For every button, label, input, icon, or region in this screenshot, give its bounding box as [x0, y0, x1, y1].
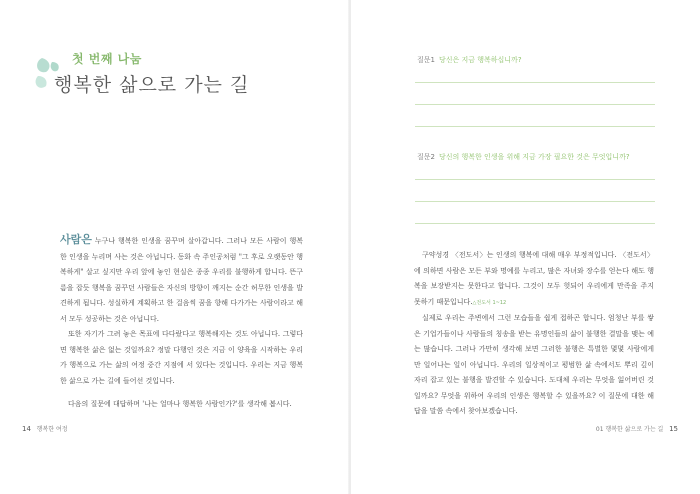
- left-footer: [22, 424, 68, 433]
- answer-line[interactable]: [415, 126, 655, 127]
- page-number-left: 14: [22, 425, 31, 433]
- left-running-title: 행복한 여정: [36, 426, 68, 433]
- right-running-title: 01 행복한 삶으로 가는 길: [595, 426, 664, 433]
- right-paragraph-2: 실제로 우리는 주변에서 그런 모습들을 쉽게 접하곤 합니다. 엄청난 부를 쌓은 기업가들이나 사람들의 칭송을 받는 유명인들의 삶이 불행한 결말을 맺는 예는 많습니다. 그러나 가만히 생각해 보면 그러한 불행은 특별한 몇몇 사람에게만 일어나는 일이 아닙니다. 우리의 일상적이고 평범한 삶 속에서도 뿌리 깊이 자리 잡고 있는 불행을 발견할 수 있습니다. 도대체 우리는 무엇을 잃어버린 것일까요? 무엇을 위하여 우리의 인생은 행복할 수 있을까요? 이 질문에 대한 해답을 말씀 속에서 찾아보겠습니다.: [414, 314, 654, 415]
- left-paragraph-3: 다음의 질문에 대답하며 '나는 얼마나 행복한 사람인가?'를 생각해 봅시다.: [68, 400, 292, 408]
- right-footer: [596, 424, 678, 433]
- question-2-label: 질문2: [417, 153, 435, 161]
- question-1-label: 질문1: [417, 56, 435, 64]
- question-1-text: 당신은 지금 행복하십니까?: [438, 56, 522, 64]
- left-paragraph-1-text: 누구나 행복한 인생을 꿈꾸며 살아갑니다. 그러나 모든 사람이 행복한 인생을 누리며 사는 것은 아닙니다. 동화 속 주인공처럼 "그 후로 오랫동안 행복하게" 살고 싶지만 우리 앞에 놓인 현실은 종종 우리를 불행하게 합니다. 뜬구름을 잡듯 행복을 꿈꾸던 사람들은 자신의 방향이 깨지는 순간 허무한 인생을 발견하게 됩니다. 성실하게 계획하고 한 걸음씩 꿈을 향해 다가가는 사람이라고 해서 모두 성공하는 것은 아닙니다.: [60, 237, 303, 323]
- right-body: [414, 248, 654, 420]
- left-paragraph-2: 또한 자기가 그려 놓은 목표에 다다랐다고 행복해지는 것도 아닙니다. 그렇다면 행복한 삶은 없는 것일까요? 정말 다행인 것은 지금 이 양육을 시작하는 우리가 행복으로 가는 삶의 여정 중간 지점에 서 있다는 것입니다. 우리는 지금 행복한 삶으로 가는 길에 들어선 것입니다.: [60, 330, 303, 385]
- answer-line[interactable]: [415, 82, 655, 83]
- question-2: [417, 152, 630, 162]
- right-page: [351, 0, 700, 494]
- answer-line[interactable]: [415, 201, 655, 202]
- left-paragraph-1: [60, 232, 303, 327]
- chapter-title: 행복한 삶으로 가는 길: [54, 74, 250, 96]
- dropcap: 사람은: [60, 233, 92, 246]
- right-paragraph-1-text: 구약성경 〈전도서〉는 인생의 행복에 대해 매우 부정적입니다. 〈전도서〉에 의하면 사람은 모든 부와 명예를 누리고, 많은 자녀와 장수를 얻는다 해도 행복을 보장받지는 못한다고 합니다. 그것이 모두 헛되어 우리에게 만족을 주지 못하기 때문입니다.: [414, 251, 654, 306]
- right-paragraph-1: [414, 248, 654, 311]
- chapter-label: 첫 번째 나눔: [72, 52, 142, 66]
- bible-reference: △전도서 1~12: [472, 299, 507, 306]
- left-page: [0, 0, 349, 494]
- question-1: [417, 55, 522, 65]
- page-number-right: 15: [669, 425, 678, 433]
- answer-line[interactable]: [415, 104, 655, 105]
- answer-line[interactable]: [415, 179, 655, 180]
- answer-line[interactable]: [415, 223, 655, 224]
- left-body: [60, 232, 303, 413]
- question-2-text: 당신의 행복한 인생을 위해 지금 가장 필요한 것은 무엇입니까?: [438, 153, 630, 161]
